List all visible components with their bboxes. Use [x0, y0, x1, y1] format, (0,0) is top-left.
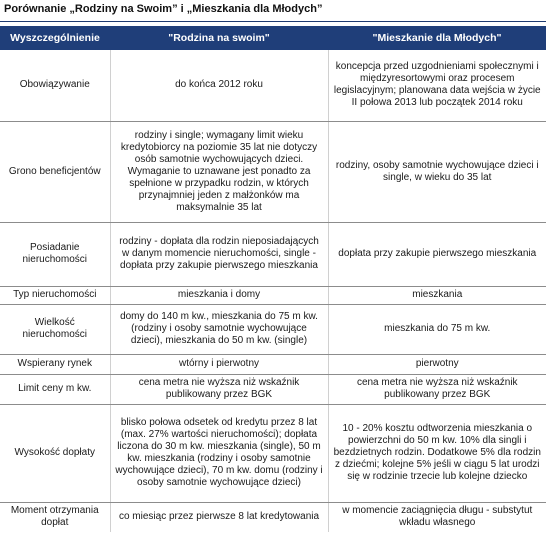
table-header-row: [0, 26, 546, 50]
table-row: [0, 286, 546, 304]
rns-cell: mieszkania i domy: [110, 286, 328, 304]
row-label: Wielkość nieruchomości: [0, 304, 110, 354]
rns-cell: cena metra nie wyższa niż wskaźnik publikowany przez BGK: [110, 374, 328, 404]
table-row: [0, 121, 546, 222]
rns-cell: rodziny - dopłata dla rodzin nieposiadających w danym momencie nieruchomości, single - dopłata przy zakupie pierwszego mieszkania: [110, 222, 328, 286]
rns-cell: rodziny i single; wymagany limit wieku kredytobiorcy na poziomie 35 lat nie dotyczy osób samotnie wychowujących dzieci. Wymaganie to uznawane jest ponadto za spełnione w przypadku rodzin, w których przynajmniej jeden z małżonków ma maksymalnie 35 lat: [110, 121, 328, 222]
row-label: Obowiązywanie: [0, 50, 110, 121]
table-row: [0, 354, 546, 374]
column-header-mieszkanie: "Mieszkanie dla Młodych": [328, 26, 546, 50]
column-header-item: Wyszczególnienie: [0, 26, 110, 50]
row-label: Wspierany rynek: [0, 354, 110, 374]
column-header-rodzina: "Rodzina na swoim": [110, 26, 328, 50]
mdm-cell: w momencie zaciągnięcia długu - substytut wkładu własnego: [328, 502, 546, 532]
row-label: Wysokość dopłaty: [0, 404, 110, 502]
table-row: [0, 50, 546, 121]
comparison-table: [0, 26, 546, 532]
table-row: [0, 404, 546, 502]
rns-cell: co miesiąc przez pierwsze 8 lat kredytowania: [110, 502, 328, 532]
row-label: Moment otrzymania dopłat: [10, 505, 99, 529]
mdm-cell: rodziny, osoby samotnie wychowujące dzieci i single, w wieku do 35 lat: [328, 121, 546, 222]
table-row: [0, 222, 546, 286]
rns-cell: domy do 140 m kw., mieszkania do 75 m kw. (rodziny i osoby samotnie wychowujące dzieci), mieszkania do 50 m kw. (single): [110, 304, 328, 354]
title-underline: [0, 21, 546, 22]
mdm-cell: 10 - 20% kosztu odtworzenia mieszkania o powierzchni do 50 m kw. 10% dla singli i bezdzietnych rodzin. Dodatkowe 5% dla rodzin z dziećmi; kolejne 5% jeśli w ciągu 5 lat urodzi się w rodzinie trzecie lub kolejne dziecko: [328, 404, 546, 502]
row-label: Typ nieruchomości: [0, 286, 110, 304]
row-label: Grono beneficjentów: [0, 121, 110, 222]
mdm-cell: mieszkania do 75 m kw.: [328, 304, 546, 354]
document-title: Porównanie „Rodziny na Swoim” i „Mieszkania dla Młodych”: [4, 3, 323, 15]
mdm-cell: mieszkania: [328, 286, 546, 304]
rns-cell: wtórny i pierwotny: [110, 354, 328, 374]
row-label: Posiadanie nieruchomości: [0, 222, 110, 286]
mdm-cell: cena metra nie wyższa niż wskaźnik publikowany przez BGK: [328, 374, 546, 404]
mdm-cell: dopłata przy zakupie pierwszego mieszkania: [328, 222, 546, 286]
mdm-cell: koncepcja przed uzgodnieniami społecznymi i międzyresortowymi oraz procesem legislacyjnym; planowana data wejścia w życie II połowa 2013 lub początek 2014 roku: [328, 50, 546, 121]
table-row: [0, 374, 546, 404]
table-row: [0, 304, 546, 354]
rns-cell: do końca 2012 roku: [110, 50, 328, 121]
mdm-cell: pierwotny: [328, 354, 546, 374]
row-label: Limit ceny m kw.: [0, 374, 110, 404]
table-row: [0, 502, 546, 532]
rns-cell: blisko połowa odsetek od kredytu przez 8 lat (max. 27% wartości nieruchomości); dopłata liczona do 30 m kw. mieszkania (single), 50 m kw. mieszkania (rodziny i osoby samotnie wychowujące dzieci), 70 m kw. domu (rodziny i osoby samotnie wychowujące dzieci): [110, 404, 328, 502]
